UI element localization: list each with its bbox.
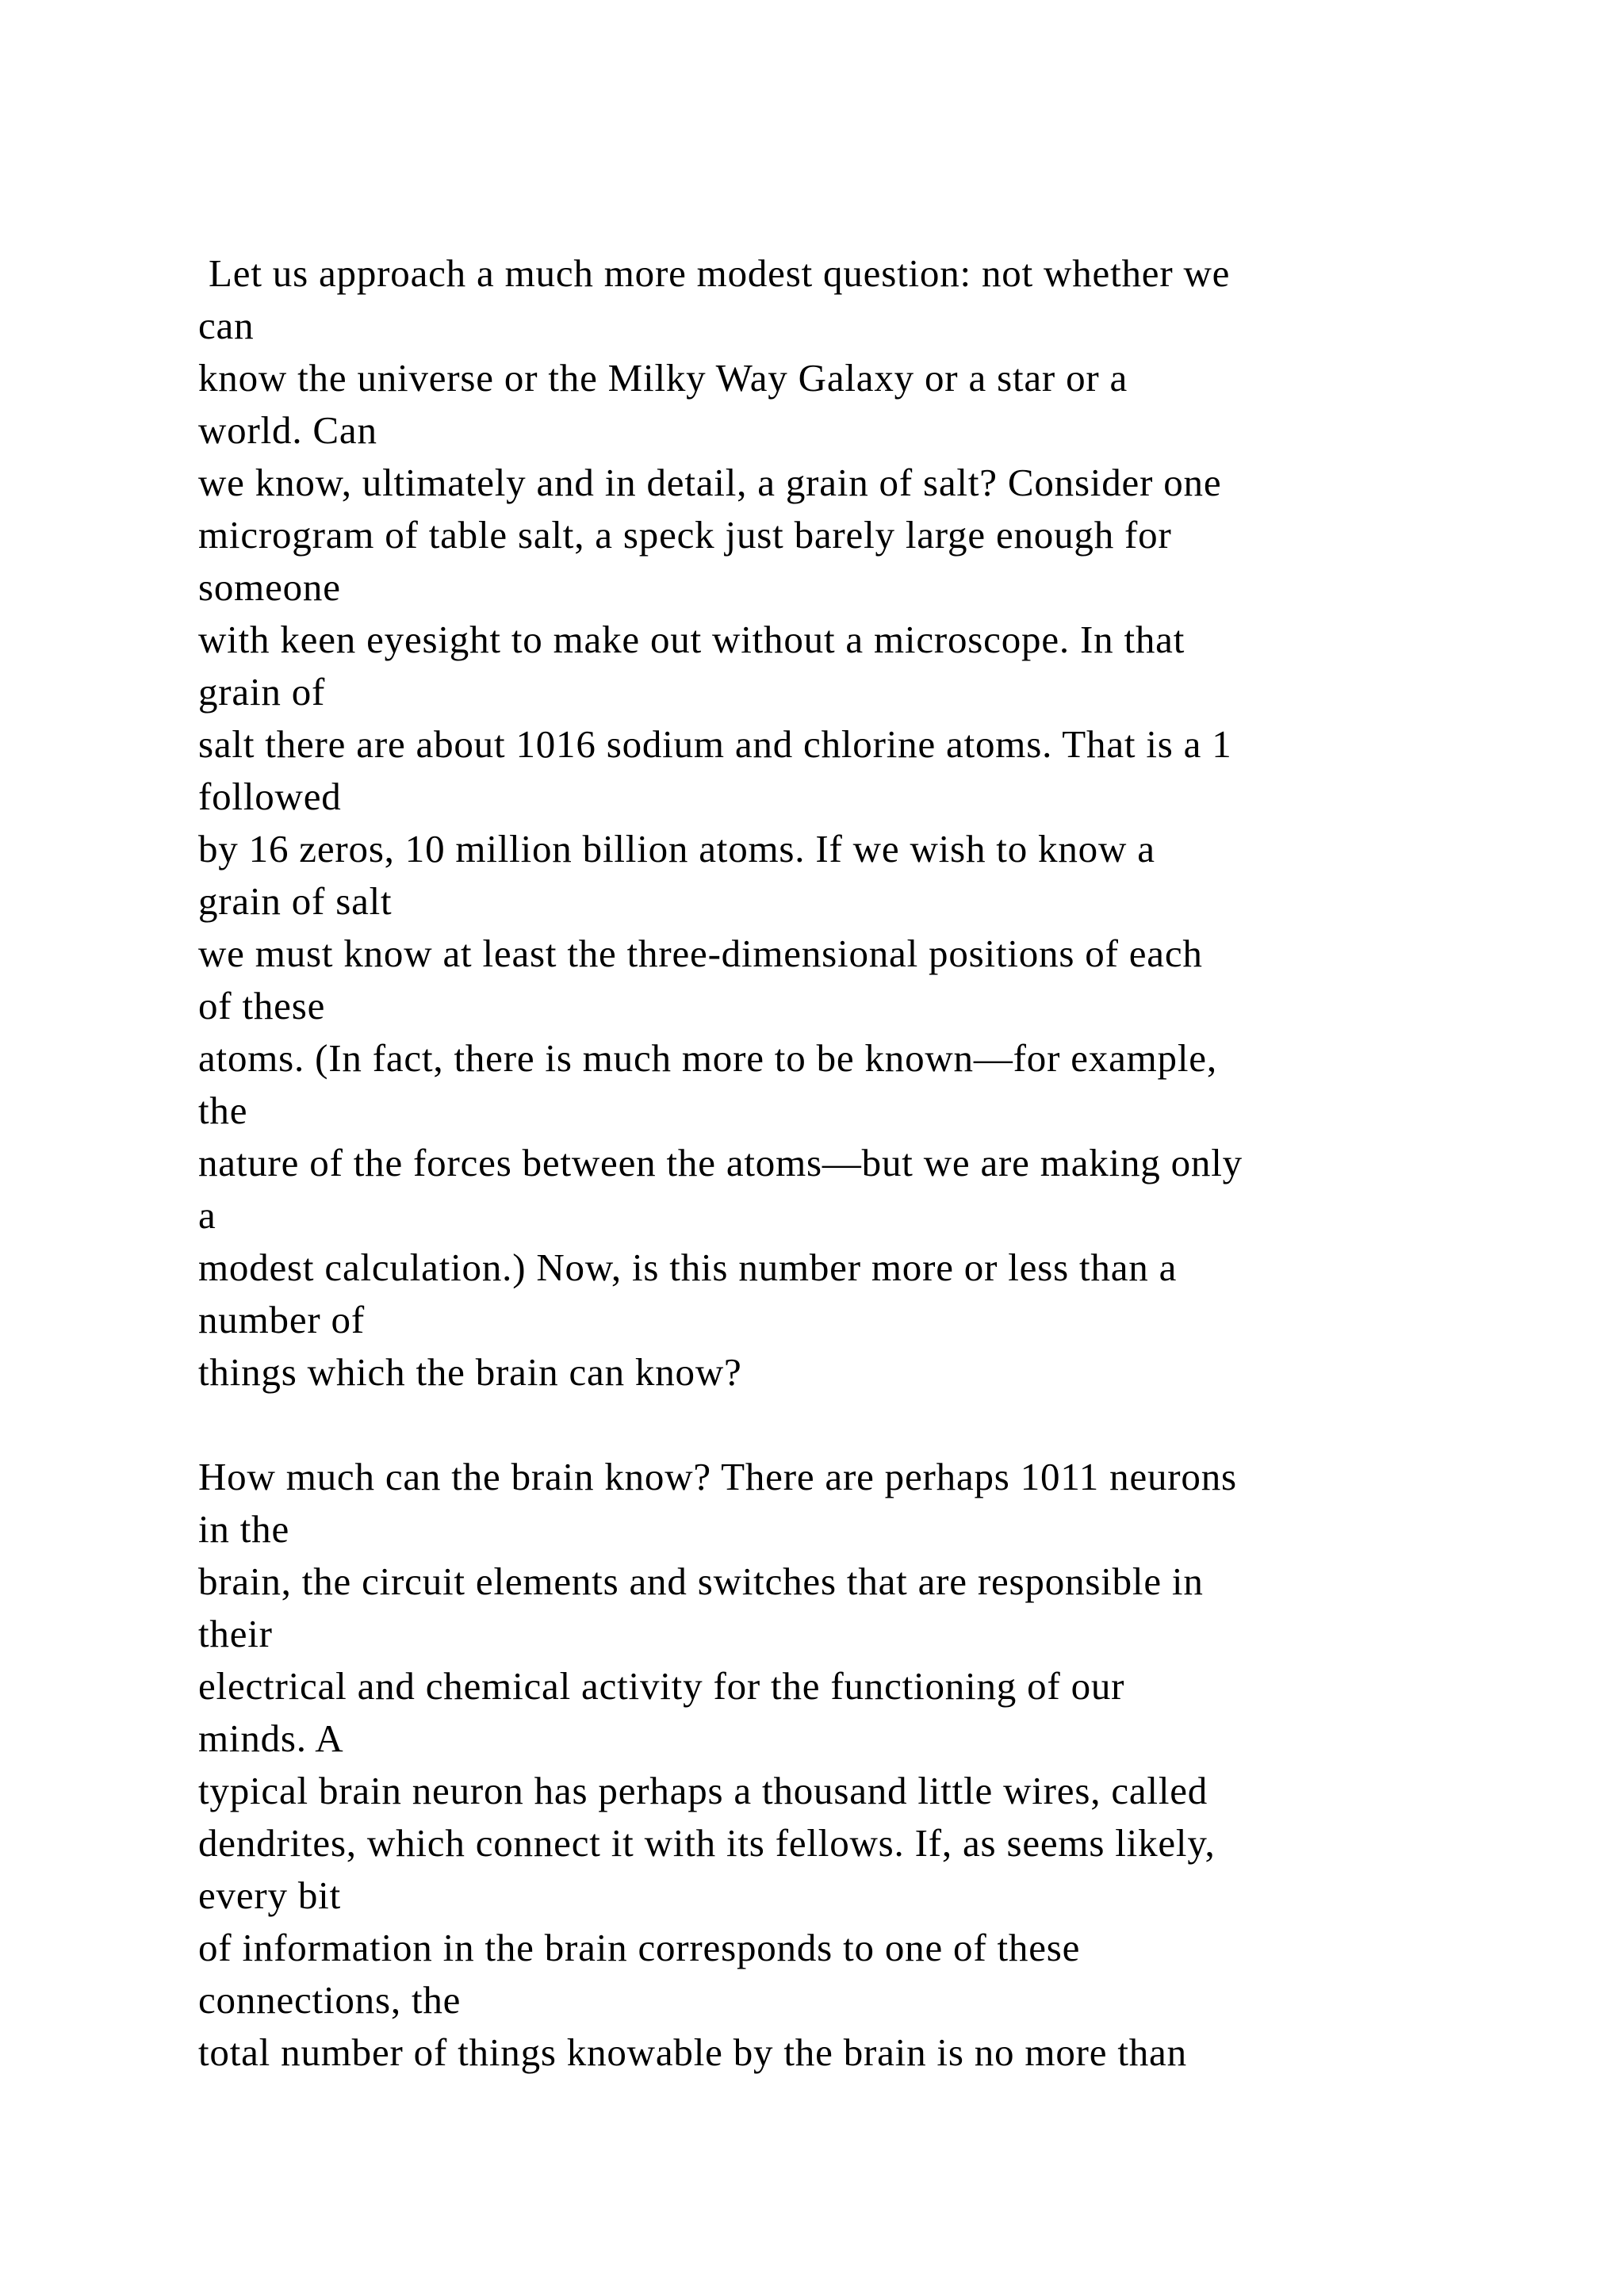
text-line: in the xyxy=(198,1507,290,1551)
text-line: every bit xyxy=(198,1873,341,1917)
text-line: we know, ultimately and in detail, a grain of salt? Consider one xyxy=(198,461,1222,504)
text-line: of these xyxy=(198,984,326,1027)
text-line: atoms. (In fact, there is much more to be known—for example, xyxy=(198,1036,1217,1080)
text-line: we must know at least the three-dimensional positions of each xyxy=(198,932,1203,975)
paragraph-break xyxy=(198,1399,1507,1451)
text-line: salt there are about 1016 sodium and chlorine atoms. That is a 1 xyxy=(198,722,1232,766)
text-line: brain, the circuit elements and switches that are responsible in xyxy=(198,1559,1204,1603)
text-line: a xyxy=(198,1193,216,1237)
text-line: world. Can xyxy=(198,408,377,452)
text-line: their xyxy=(198,1612,273,1655)
text-line: connections, the xyxy=(198,1978,462,2022)
text-line: the xyxy=(198,1089,248,1132)
text-line: know the universe or the Milky Way Galaxy or a star or a xyxy=(198,356,1128,400)
text-line: electrical and chemical activity for the functioning of our xyxy=(198,1664,1125,1708)
text-line: nature of the forces between the atoms—but we are making only xyxy=(198,1141,1243,1184)
text-line: things which the brain can know? xyxy=(198,1350,742,1394)
text-line: with keen eyesight to make out without a microscope. In that xyxy=(198,618,1185,661)
text-line: minds. A xyxy=(198,1716,344,1760)
text-line: followed xyxy=(198,775,342,818)
text-line: of information in the brain corresponds to one of these xyxy=(198,1926,1081,1969)
text-line: by 16 zeros, 10 million billion atoms. If we wish to know a xyxy=(198,827,1155,871)
text-line: microgram of table salt, a speck just barely large enough for xyxy=(198,513,1172,557)
text-line: modest calculation.) Now, is this number more or less than a xyxy=(198,1246,1178,1289)
text-line: How much can the brain know? There are perhaps 1011 neurons xyxy=(198,1455,1237,1498)
text-line: someone xyxy=(198,565,341,609)
text-line: grain of xyxy=(198,670,326,714)
text-line: dendrites, which connect it with its fellows. If, as seems likely, xyxy=(198,1821,1216,1865)
text-line: can xyxy=(198,304,255,347)
text-line: Let us approach a much more modest question: not whether we xyxy=(198,251,1231,295)
text-line: typical brain neuron has perhaps a thousand little wires, called xyxy=(198,1769,1208,1812)
text-line: grain of salt xyxy=(198,879,393,923)
text-line: total number of things knowable by the brain is no more than xyxy=(198,2030,1187,2074)
text-line: number of xyxy=(198,1298,365,1341)
document-body-text xyxy=(198,247,1507,2079)
